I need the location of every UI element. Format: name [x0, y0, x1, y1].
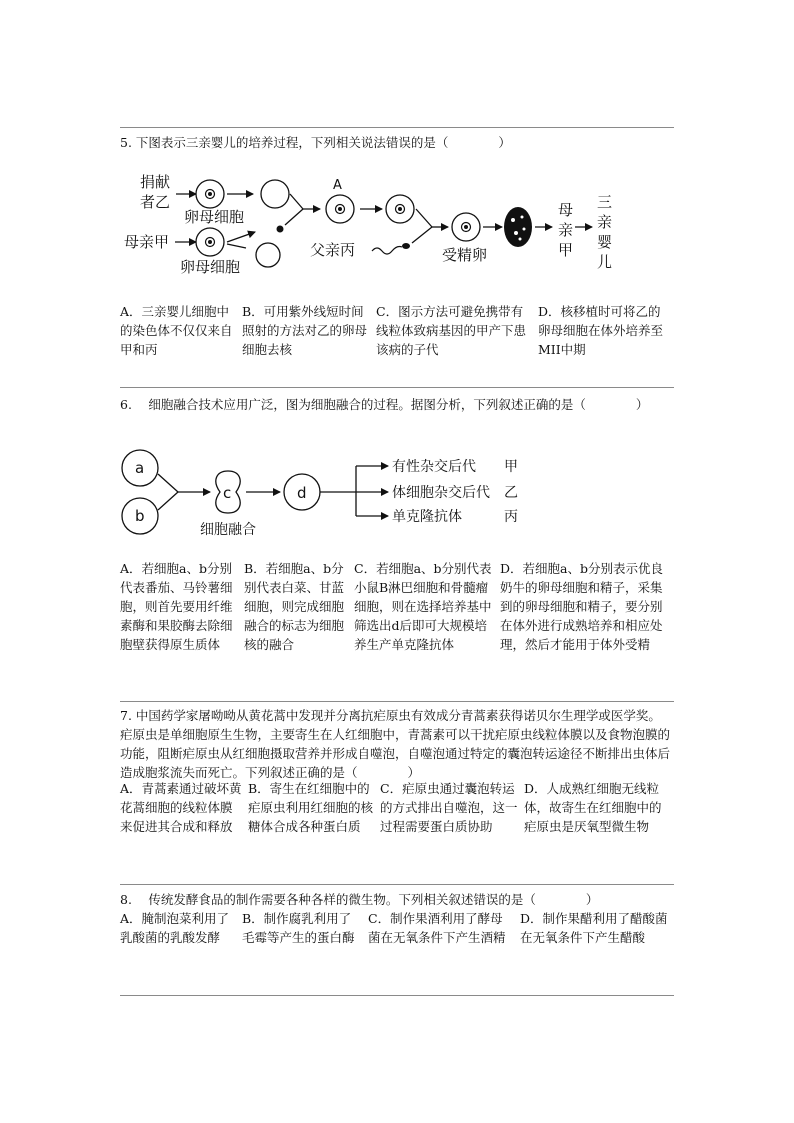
q5-baby-vertical-4: 儿 [597, 253, 613, 271]
q6-option-b[interactable]: B．若细胞a、b分别代表白菜、甘蓝细胞，则完成细胞融合的标志为细胞核的融合 [244, 561, 345, 652]
q6-merge-line [158, 474, 178, 492]
q5-polar-cell [256, 243, 280, 267]
q7-options [120, 779, 674, 836]
q8-option-c[interactable]: C．制作果酒利用了酵母菌在无氧条件下产生酒精 [368, 911, 506, 945]
q5-nucleus-dot [338, 207, 342, 211]
q5-merge-line [412, 227, 432, 243]
q5-options [120, 302, 674, 359]
q6-cell-a-label: a [135, 459, 145, 477]
q5-nucleus-dot [464, 225, 468, 229]
q5-donor-label-2: 者乙 [140, 193, 171, 211]
q7-option-c[interactable]: C．疟原虫通过囊泡转运的方式排出自噬泡，这一过程需要蛋白质协助 [380, 781, 518, 834]
q6-stem: 6. 细胞融合技术应用广泛，图为细胞融合的过程。据图分析，下列叙述正确的是（ ） [120, 397, 649, 412]
q7-option-a[interactable]: A．青蒿素通过破坏黄花蒿细胞的线粒体膜来促进其合成和释放 [120, 781, 242, 834]
q6-option-c[interactable]: C．若细胞a、b分别代表小鼠B淋巴细胞和骨髓瘤细胞，则在选择培养基中筛选出d后即可大规模培养生产单克隆抗体 [354, 561, 492, 652]
q5-nucleus-mother [277, 226, 284, 233]
q5-mom-vertical-1: 母 [558, 201, 574, 219]
q6-options [120, 559, 674, 654]
q5-sperm-head [402, 243, 410, 249]
q5-mother-label: 母亲甲 [124, 233, 170, 251]
q8-option-a[interactable]: A．腌制泡菜利用了乳酸菌的乳酸发酵 [120, 911, 230, 945]
q5-embryo-dot [511, 218, 515, 222]
q5-nucleus-dot [208, 240, 212, 244]
q5-embryo-dot [519, 238, 522, 241]
q5-arrow [227, 244, 246, 248]
q6-option-a[interactable]: A．若细胞a、b分别代表番茄、马铃薯细胞，则首先要用纤维素酶和果胶酶去除细胞壁获得原生质体 [120, 561, 233, 652]
q5-option-a[interactable]: A．三亲婴儿细胞中的染色体不仅仅来自甲和丙 [120, 304, 233, 357]
q5-sperm-tail [372, 247, 402, 255]
q6-merge-line [158, 492, 178, 510]
q8-stem: 8. 传统发酵食品的制作需要各种各样的微生物。下列相关叙述错误的是（ ） [120, 892, 599, 907]
q7-option-b[interactable]: B．寄生在红细胞中的疟原虫利用红细胞的核糖体合成各种蛋白质 [248, 781, 374, 834]
q5-option-d[interactable]: D．核移植时可将乙的卵母细胞在体外培养至MII中期 [538, 304, 664, 357]
divider [120, 884, 674, 885]
q5-merge-line [416, 209, 432, 227]
q5-donor-label: 捐献 [140, 173, 171, 191]
q6-option-d[interactable]: D．若细胞a、b分别表示优良奶牛的卵母细胞和精子，采集到的卵母细胞和精子，要分别在体外进行成熟培养和相应处理，然后才能用于体外受精 [500, 561, 663, 652]
q5-nucleus-dot [398, 207, 402, 211]
q6-tag-2: 乙 [504, 485, 518, 501]
divider [120, 127, 674, 128]
q5-baby-vertical-1: 三 [597, 193, 613, 211]
q5-zygote-label: 受精卵 [442, 246, 488, 264]
q5-arrow [227, 232, 255, 242]
q5-option-b[interactable]: B．可用紫外线短时间照射的方法对乙的卵母细胞去核 [242, 304, 368, 357]
q7-stem: 7. 中国药学家屠呦呦从黄花蒿中发现并分离抗疟原虫有效成分青蒿素获得诺贝尔生理学或医学奖。疟原虫是单细胞原生生物，主要寄生在人红细胞中，青蒿素可以干扰疟原虫线粒体膜以及食物泡膜的功能，阻断疟原虫从红细胞摄取营养并形成自噬泡，自噬泡通过特定的囊泡转运途径不断排出虫体后造成胞浆流失而死亡。下列叙述正确的是（ ） [120, 708, 671, 780]
q5-mom-vertical-3: 甲 [558, 241, 574, 259]
q6-tag-3: 丙 [504, 509, 518, 525]
q5-mom-vertical-2: 亲 [558, 221, 574, 239]
q5-early-embryo [504, 207, 532, 247]
q8-options [120, 909, 674, 947]
q5-oocyte-top-label: 卵母细胞 [184, 208, 245, 226]
q6-cell-c-label: c [223, 484, 232, 502]
q5-merge-line [285, 209, 303, 225]
q5-oocyte-bottom-label: 卵母细胞 [180, 258, 241, 276]
q5-a-label: A [333, 178, 342, 193]
divider [120, 995, 674, 996]
q6-outcome-3: 单克隆抗体 [392, 509, 462, 525]
q5-embryo-dot [523, 228, 526, 231]
q6-cell-b-label: b [135, 507, 145, 525]
q5-merge-line [290, 194, 303, 209]
q6-fusion-label: 细胞融合 [200, 522, 256, 538]
q5-stem: 5. 下图表示三亲婴儿的培养过程，下列相关说法错误的是（ ） [120, 135, 511, 150]
q6-tag-1: 甲 [504, 459, 518, 475]
divider [120, 387, 674, 388]
q8-option-d[interactable]: D．制作果醋利用了醋酸菌在无氧条件下产生醋酸 [520, 911, 668, 945]
q8-option-b[interactable]: B．制作腐乳利用了毛霉等产生的蛋白酶 [242, 911, 355, 945]
divider [120, 701, 674, 702]
q5-embryo-dot [514, 231, 518, 235]
q5-enucleated-oocyte [261, 180, 289, 208]
q6-outcome-1: 有性杂交后代 [392, 459, 476, 475]
q5-embryo-dot [521, 216, 524, 219]
q5-father-label: 父亲丙 [310, 241, 356, 259]
q5-nucleus-dot [208, 192, 212, 196]
q5-option-c[interactable]: C．图示方法可避免携带有线粒体致病基因的甲产下患该病的子代 [376, 304, 527, 357]
q7-option-d[interactable]: D．人成熟红细胞无线粒体，故寄生在红细胞中的疟原虫是厌氧型微生物 [524, 781, 662, 834]
q6-outcome-2: 体细胞杂交后代 [392, 485, 490, 501]
q6-diagram [120, 448, 540, 543]
q5-baby-vertical-2: 亲 [597, 213, 613, 231]
q5-diagram [120, 165, 620, 280]
q6-cell-d-label: d [297, 484, 307, 502]
q5-baby-vertical-3: 婴 [597, 233, 613, 251]
